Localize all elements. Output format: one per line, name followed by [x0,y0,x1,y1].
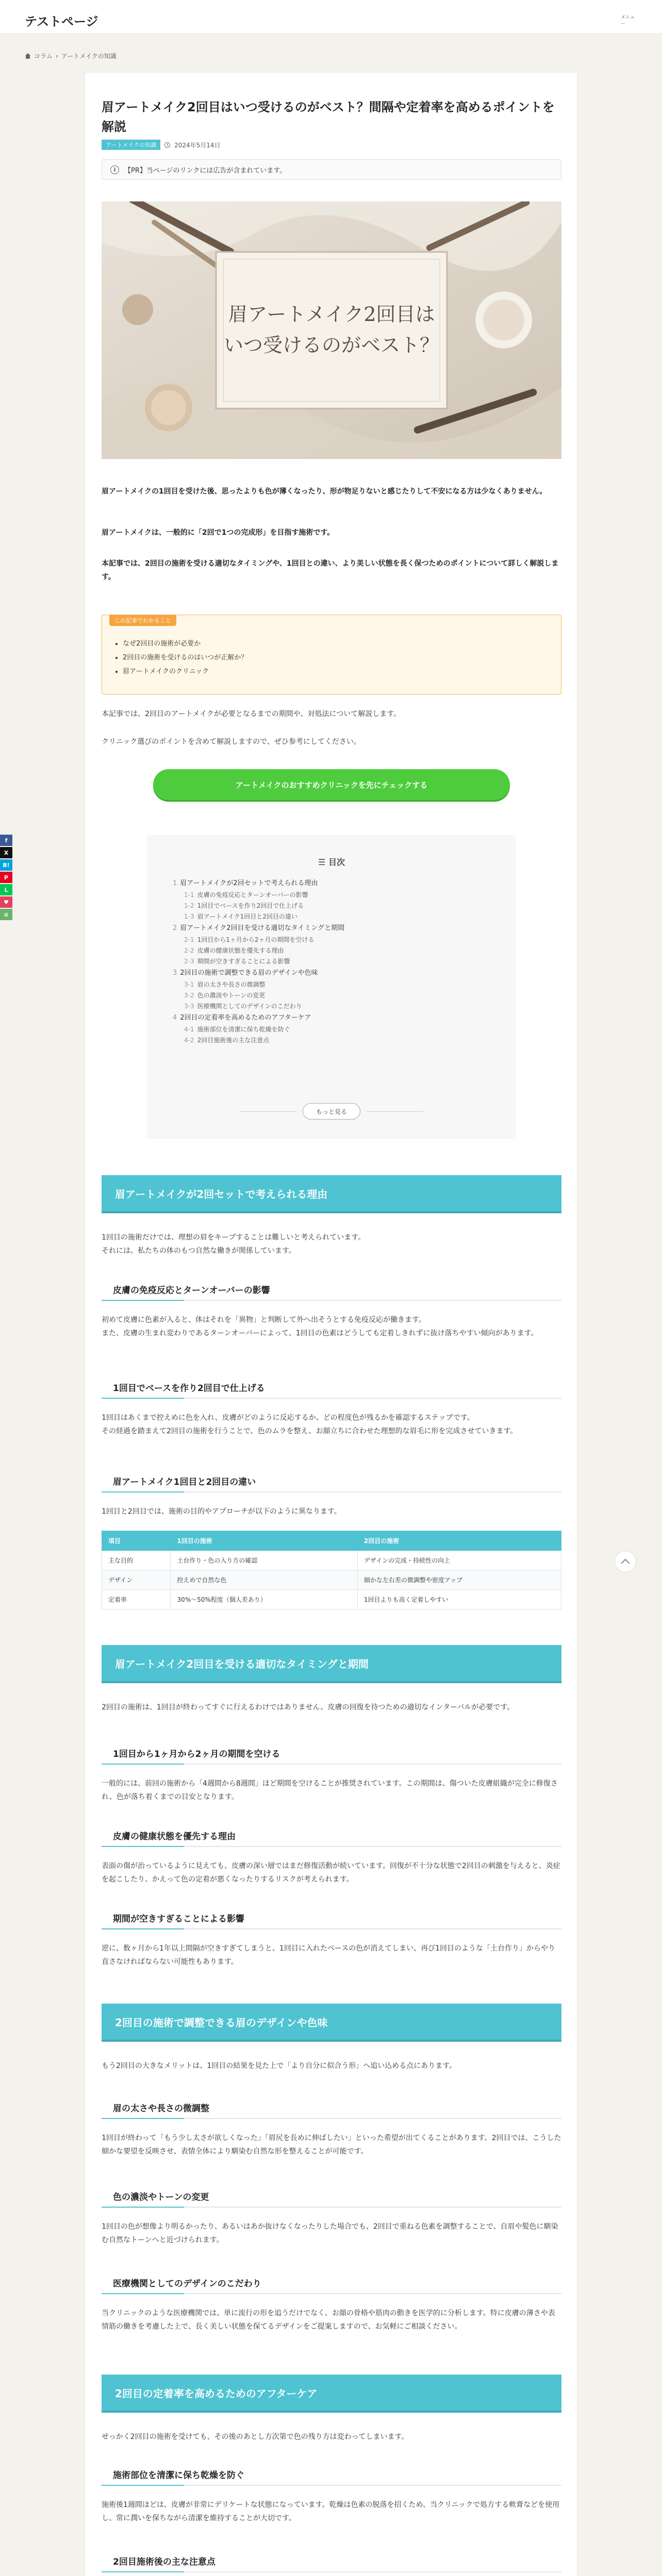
intro-paragraph-3: 本記事では、2回目の施術を受ける適切なタイミングや、1回目との違い、より美しい状態を長く保つためのポイントについて詳しく解説します。 [102,560,559,581]
subheading: 眉の太さや長さの微調整 [102,2096,561,2119]
section-heading-3: 2回目の施術で調整できる眉のデザインや色味 [102,2004,561,2042]
toc-item-label: 施術部位を清潔に保ち乾燥を防ぐ [197,1026,290,1033]
section-text: 1回目が終わって「もう少し太さが欲しくなった」「眉尻を長めに伸ばしたい」といった希望が出てくることがあります。2回目では、こうした細かな要望を反映させ、表情全体により馴染む自然な形を整えることが可能です。 [102,2134,561,2156]
table-row [102,1570,561,1590]
table-cell: デザインの完成・持続性の向上 [357,1551,561,1570]
section-text: その経過を踏まえて2回目の施術を行うことで、色のムラを整え、お顔立ちに合わせた理想的な眉毛に形を完成させていきます。 [102,1427,518,1435]
site-header [0,0,662,34]
after-summary-1: 本記事では、2回目のアートメイクが必要となるまでの期間や、対処法について解説します。 [102,710,401,718]
section-text: 1回目と2回目では、施術の目的やアプローチが以下のように異なります。 [102,1507,341,1516]
subheading: 2回目施術後の主な注意点 [102,2550,561,2572]
toc-item-label: 眉アートメイク1回目と2回目の違い [197,913,297,920]
section-text: 表面の傷が治っているように見えても、皮膚の深い層ではまだ修復活動が続いています。回復が不十分な状態で2回目の刺激を与えると、炎症を起こしたり、かえって色の定着が悪くなったりするリスクが考えられます。 [102,1862,560,1884]
toc-item[interactable] [173,967,492,979]
comparison-table-wrap [102,1531,561,1609]
subheading: 皮膚の免疫反応とターンオーバーの影響 [102,1278,561,1301]
summary-item: • 2回目の施術を受けるのはいつが正解か？ [123,651,247,665]
subheading: 1回目から1ヶ月から2ヶ月の期間を空ける [102,1742,561,1765]
intro-paragraph-2: 眉アートメイクは、一般的に「2回で1つの完成形」を目指す施術です。 [102,529,335,537]
divider [367,1111,423,1112]
toc-item-label: 皮膚の健康状態を優先する理由 [197,947,284,954]
copy-share-icon[interactable]: ≡ [0,909,12,920]
subheading: 医療機関としてのデザインのこだわり [102,2272,561,2294]
hero-text-line2: いつ受けるのがベスト？ [223,334,440,357]
section-heading-2: 眉アートメイク2回目を受ける適切なタイミングと期間 [102,1645,561,1683]
table-header: 項目 [102,1531,171,1551]
toc-item-number: 2-3 [184,958,194,965]
pinterest-share-icon[interactable]: P [0,872,12,883]
category-badge[interactable]: アートメイクの知識 [102,140,160,150]
toc-item[interactable] [173,1024,492,1035]
toc-item-label: 医療機関としてのデザインのこだわり [197,1003,302,1010]
subheading: 1回目でベースを作り2回目で仕上げる [102,1376,561,1399]
section-text: 当クリニックのような医療機関では、単に流行の形を追うだけでなく、お顔の骨格や筋肉の動きを医学的に分析します。特に皮膚の薄さや表情筋の働きを考慮した上で、長く美しい状態を保てるデザインをご提案しますので、お気軽にご相談ください。 [102,2309,555,2331]
breadcrumb-home[interactable]: コラム [34,53,53,60]
section-text: 1回目はあくまで控えめに色を入れ、皮膚がどのように反応するか、どの程度色が残るかを確認するステップです。 [102,1414,474,1422]
facebook-share-icon[interactable]: f [0,835,12,846]
toc-item[interactable] [173,1001,492,1012]
toc-item-number: 1-3 [184,913,194,920]
divider [240,1111,296,1112]
table-row [102,1590,561,1609]
section-text: 1回目の色が想像より明るかったり、あるいはあか抜けなくなったりした場合でも、2回目で重ねる色素を調整することで、自眉や髪色に馴染む自然なトーンへと近づけられます。 [102,2223,558,2244]
toc-item-label: 眉アートメイク2回目を受ける適切なタイミングと期間 [180,924,345,932]
toc-title: 目次 [328,857,345,867]
post-meta [102,140,561,150]
breadcrumb-separator: › [55,52,58,60]
summary-item: • 眉アートメイクのクリニック [123,665,247,679]
section-text: 逆に、数ヶ月から1年以上間隔が空きすぎてしまうと、1回目に入れたベースの色が消えてしまい、再び1回目のような「土台作り」からやり直さなければならない可能性もあります。 [102,1944,556,1966]
section-text: せっかく2回目の施術を受けても、その後のあとし方次第で色の残り方は変わってしまいます。 [102,2433,409,2441]
toc-item-label: 2回目施術後の主な注意点 [197,1037,270,1044]
pr-notice-text: 【PR】当ページのリンクには広告が含まれています。 [124,166,287,175]
table-header: 2回目の施術 [357,1531,561,1551]
section-heading-4: 2回目の定着率を高めるためのアフターケア [102,2375,561,2413]
table-cell: 土台作り・色の入り方の確認 [171,1551,358,1570]
toc-item-number: 2 [173,924,177,932]
toc-item-number: 4-1 [184,1026,194,1033]
toc-item[interactable] [173,956,492,967]
toc-item[interactable] [173,890,492,901]
breadcrumb [25,52,117,60]
comparison-table [102,1531,561,1609]
toc-item-label: 2回目の定着率を高めるためのアフターケア [180,1014,311,1022]
toc-item-label: 2回目の施術で調整できる眉のデザインや色味 [180,969,318,977]
table-cell: 控えめで自然な色 [171,1570,358,1590]
toc-item-label: 眉の太さや長さの微調整 [197,981,266,988]
toc-item-number: 3-1 [184,981,194,988]
pr-notice [102,159,561,180]
menu-label: メニュー [621,15,635,27]
table-cell: 1回目よりも高く定着しやすい [357,1590,561,1609]
subheading: 眉アートメイク1回目と2回目の違い [102,1470,561,1493]
section-text: 一般的には、前回の施術から「4週間から8週間」ほど期間を空けることが推奨されています。この期間は、傷ついた皮膚組織が完全に修復され、色が落ち着くまでの目安となります。 [102,1780,558,1801]
toc-item-label: 眉アートメイクが2回セットで考えられる理由 [180,879,318,887]
hero-image [102,201,561,459]
section-heading-1: 眉アートメイクが2回セットで考えられる理由 [102,1175,561,1213]
table-cell: 細かな左右差の微調整や密度アップ [357,1570,561,1590]
toc-item[interactable] [173,1035,492,1046]
table-cell: デザイン [102,1570,171,1590]
toc-item[interactable] [173,1012,492,1024]
toc-item[interactable] [173,922,492,935]
toc-heading [147,856,516,868]
site-title[interactable]: テストページ [25,14,98,29]
toc-item-number: 3-2 [184,992,194,999]
info-icon: i [110,165,119,174]
toc-item-number: 3 [173,969,177,977]
subheading: 施術部位を清潔に保ち乾燥を防ぐ [102,2463,561,2486]
toc-list [173,877,492,1046]
page-title: 眉アートメイク2回目はいつ受けるのがベスト？間隔や定着率を高めるポイントを解説 [102,100,555,134]
clock-icon [164,142,170,148]
toc-item[interactable] [173,990,492,1001]
toc-item-number: 4 [173,1014,177,1022]
hero-text-line1: 眉アートメイク2回目は [228,303,435,326]
subheading: 色の濃淡やトーンの変更 [102,2185,561,2208]
section-text: もう2回目の大きなメリットは、1回目の結果を見た上で「より自分に似合う形」へ追い込める点にあります。 [102,2062,457,2070]
toc-item[interactable] [173,945,492,956]
list-icon: ☰ [318,857,326,867]
toc-fade [147,1052,516,1108]
menu-icon[interactable] [621,9,635,27]
table-header: 1回目の施術 [171,1531,358,1551]
toc-item-number: 3-3 [184,1003,194,1010]
toc-item-number: 2-2 [184,947,194,954]
x-share-icon[interactable]: X [0,847,12,858]
toc-item-label: 1回目でベースを作り2回目で仕上げる [197,902,304,909]
table-row [102,1551,561,1570]
toc-item-number: 2-1 [184,936,194,943]
toc-item-number: 1-2 [184,902,194,909]
subheading: 皮膚の健康状態を優先する理由 [102,1824,561,1847]
scroll-top-button[interactable] [615,1551,636,1572]
summary-item: • なぜ2回目の施術が必要か [123,637,247,651]
toc-item[interactable] [173,901,492,911]
home-icon [25,53,31,59]
toc-item-number: 1 [173,879,177,887]
table-of-contents [147,835,516,1139]
toc-item[interactable] [173,979,492,990]
line-share-icon[interactable]: L [0,884,12,895]
section-text: それには、私たちの体のもつ自然な働きが関係しています。 [102,1247,296,1255]
table-cell: 主な目的 [102,1551,171,1570]
hero-illustration [102,201,561,459]
toc-item[interactable] [173,877,492,890]
toc-item[interactable] [173,911,492,922]
table-cell: 定着率 [102,1590,171,1609]
summary-box [102,615,561,694]
section-text: また、皮膚の生まれ変わりであるターンオーバーによって、1回目の色素はどうしても定着しきれずに抜け落ちやすい傾向があります。 [102,1329,538,1337]
toc-item-label: 期間が空きすぎることによる影響 [197,958,290,965]
hatena-share-icon[interactable]: B! [0,859,12,871]
table-cell: 30%〜50%程度（個人差あり） [171,1590,358,1609]
summary-list [123,637,247,679]
pocket-share-icon[interactable]: ♥ [0,896,12,908]
section-text: 初めて皮膚に色素が入ると、体はそれを「異物」と判断して外へ出そうとする免疫反応が働きます。 [102,1316,426,1324]
summary-tag: この記事でわかること [109,615,176,626]
toc-item-number: 4-2 [184,1037,194,1044]
intro-paragraph-1: 眉アートメイクの1回目を受けた後、思ったよりも色が薄くなったり、形が物足りないと感じたりして不安になる方は少なくありません。 [102,487,547,496]
post-date: 2024年5月14日 [174,141,221,149]
section-text: 施術後1週間ほどは、皮膚が非常にデリケートな状態になっています。乾燥は色素の脱落を招くため、当クリニックで処方する軟膏などを使用し、常に潤いを保ちながら清潔を維持することが大切です。 [102,2501,560,2522]
cta-button[interactable]: アートメイクのおすすめクリニックを先にチェックする [153,769,510,800]
toc-item[interactable] [173,935,492,945]
toc-item-label: 1回目から1ヶ月から2ヶ月の期間を空ける [197,936,315,943]
toc-more-button[interactable]: もっと見る [303,1103,360,1120]
breadcrumb-current[interactable]: アートメイクの知識 [61,53,117,60]
article [85,72,577,2576]
subheading: 期間が空きすぎることによる影響 [102,1907,561,1929]
toc-item-label: 皮膚の免疫反応とターンオーバーの影響 [197,891,308,899]
after-summary-2: クリニック選びのポイントを含めて解説しますので、ぜひ参考にしてください。 [102,738,361,746]
toc-item-number: 1-1 [184,891,194,899]
section-text: 2回目の施術は、1回目が終わってすぐに行えるわけではありません。皮膚の回復を待つための適切なインターバルが必要です。 [102,1703,515,1711]
toc-item-label: 色の濃淡やトーンの変更 [197,992,266,999]
section-text: 1回目の施術だけでは、理想の眉をキープすることは難しいと考えられています。 [102,1233,366,1242]
